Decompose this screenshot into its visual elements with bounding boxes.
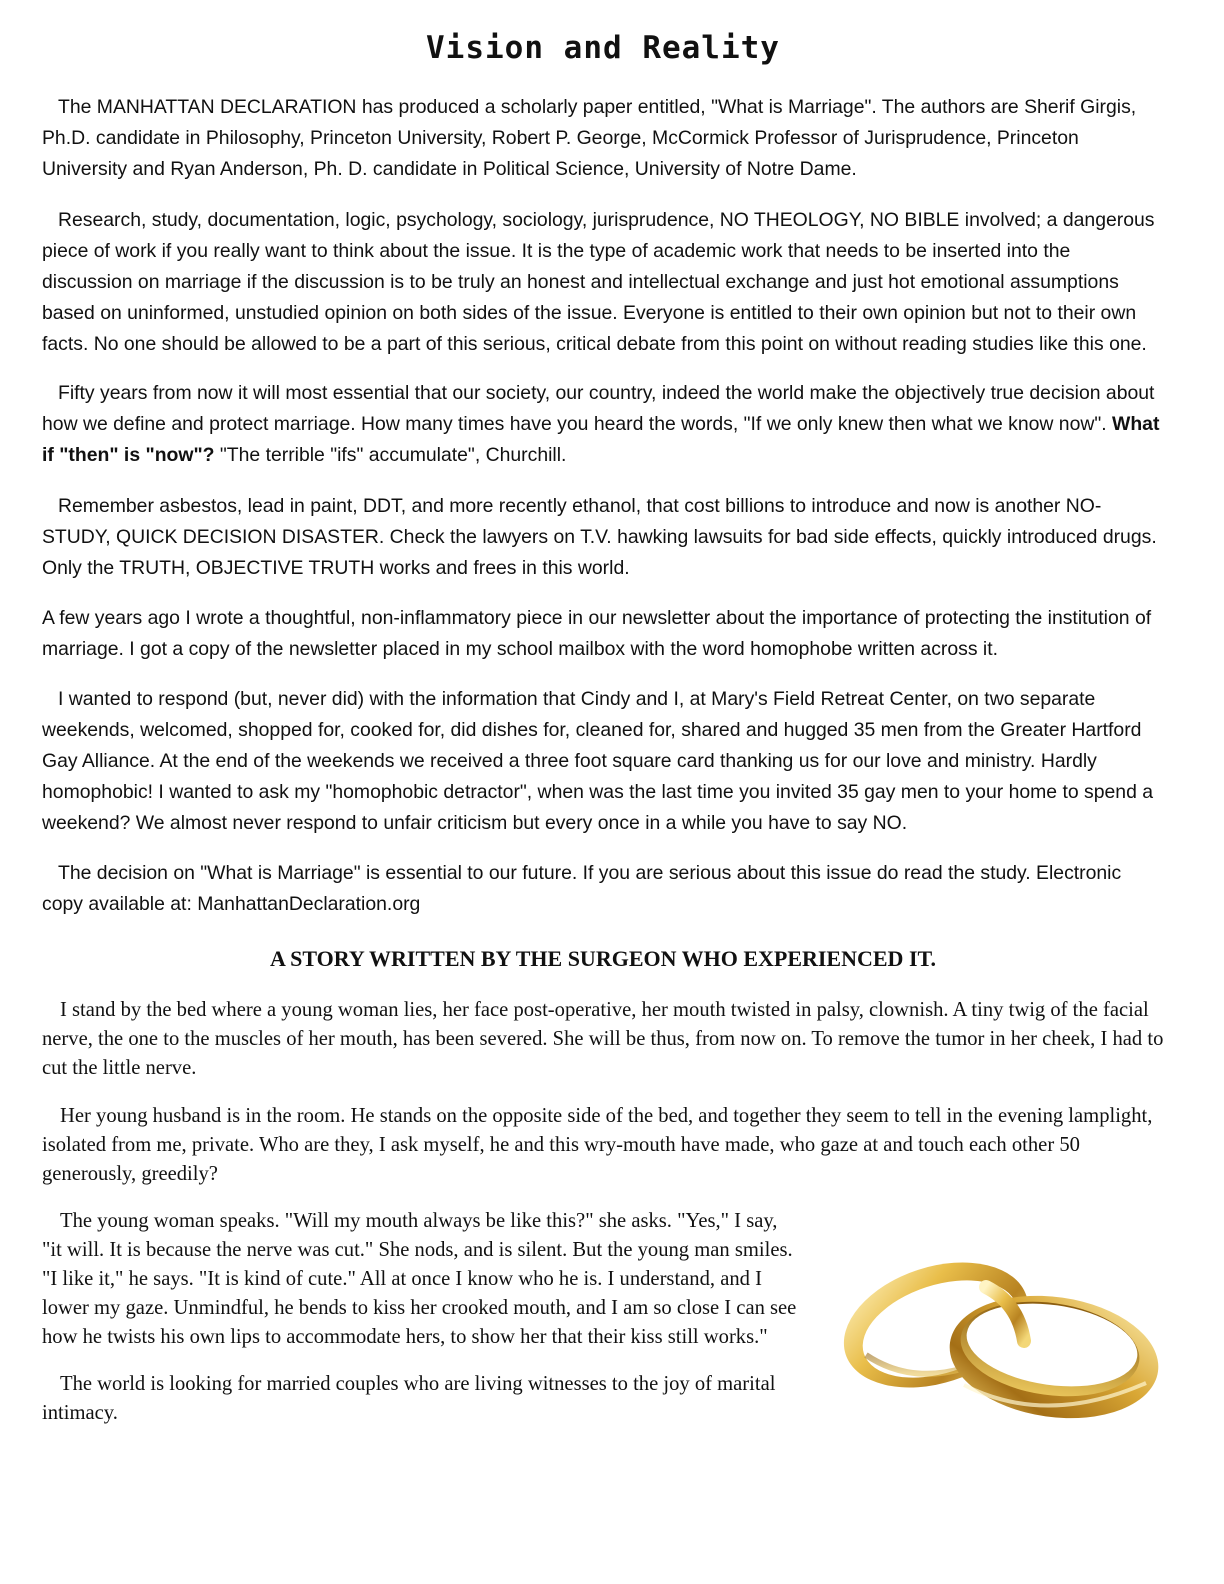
- paragraph-fifty-years: [42, 378, 1164, 471]
- story-heading: A STORY WRITTEN BY THE SURGEON WHO EXPERIENCED IT.: [269, 946, 937, 971]
- paragraph-newsletter: A few years ago I wrote a thoughtful, non-inflammatory piece in our newsletter about the importance of protecting the institution of marriage. I got a copy of the newsletter placed in my school mailbox with the word homophobe written across it.: [42, 607, 1152, 660]
- paragraph-fifty-years-bold: What if "then" is "now"?: [42, 413, 1160, 466]
- paragraph-fifty-years-start: Fifty years from now it will most essential that our society, our country, indeed the world make the objectively true decision about how we define and protect marriage. How many times have you heard the words, "If we only knew then what we know now".: [42, 382, 1155, 435]
- paragraph-decision: The decision on "What is Marriage" is essential to our future. If you are serious about this issue do read the study. Electronic copy available at: ManhattanDeclaration.org: [42, 862, 1122, 915]
- paragraph-fifty-years-end: "The terrible "ifs" accumulate", Churchill.: [214, 444, 567, 466]
- story-paragraph-husband: Her young husband is in the room. He stands on the opposite side of the bed, and together they seem to tell in the evening lamplight, isolated from me, private. Who are they, I ask myself, he and this wry-mouth have made, who gaze at and touch each other 50 generously, greedily?: [42, 1105, 1153, 1185]
- wedding-rings-icon: [836, 1245, 1166, 1425]
- paragraph-manhattan-declaration: The MANHATTAN DECLARATION has produced a scholarly paper entitled, "What is Marriage". The authors are Sherif Girgis, Ph.D. candidate in Philosophy, Princeton University, Robert P. George, McCormick Professor of Jurisprudence, Princeton University and Ryan Anderson, Ph. D. candidate in Political Science, University of Notre Dame.: [42, 96, 1137, 180]
- story-paragraph-kiss: The young woman speaks. "Will my mouth always be like this?" she asks. "Yes," I say, "it will. It is because the nerve was cut." She nods, and is silent. But the young man smiles. "I like it," he says. "It is kind of cute." All at once I know who he is. I understand, and I lower my gaze. Unmindful, he bends to kiss her crooked mouth, and I am so close I can see how he twists his own lips to accommodate hers, to show her that their kiss still works.": [42, 1210, 797, 1348]
- page-title: Vision and Reality: [426, 30, 780, 66]
- paragraph-retreat-center: I wanted to respond (but, never did) with the information that Cindy and I, at Mary's Field Retreat Center, on two separate weekends, welcomed, shopped for, cooked for, did dishes for, cleaned for, shared and hugged 35 men from the Greater Hartford Gay Alliance. At the end of the weekends we received a three foot square card thanking us for our love and ministry. Hardly homophobic! I wanted to ask my "homophobic detractor", when was the last time you invited 35 gay men to your home to spend a weekend? We almost never respond to unfair criticism but every once in a while you have to say NO.: [42, 688, 1154, 834]
- story-paragraph-closing: The world is looking for married couples who are living witnesses to the joy of marital intimacy.: [42, 1373, 776, 1424]
- paragraph-asbestos: Remember asbestos, lead in paint, DDT, and more recently ethanol, that cost billions to introduce and now is another NO-STUDY, QUICK DECISION DISASTER. Check the lawyers on T.V. hawking lawsuits for bad side effects, quickly introduced drugs. Only the TRUTH, OBJECTIVE TRUTH works and frees in this world.: [42, 495, 1157, 579]
- document-page: [42, 0, 1164, 1428]
- story-paragraph-bedside: I stand by the bed where a young woman lies, her face post-operative, her mouth twisted in palsy, clownish. A tiny twig of the facial nerve, the one to the muscles of her mouth, has been severed. She will be thus, from now on. To remove the tumor in her cheek, I had to cut the little nerve.: [42, 999, 1164, 1079]
- paragraph-research: Research, study, documentation, logic, psychology, sociology, jurisprudence, NO THEOLOGY, NO BIBLE involved; a dangerous piece of work if you really want to think about the issue. It is the type of academic work that needs to be inserted into the discussion on marriage if the discussion is to be truly an honest and intellectual exchange and just hot emotional assumptions based on uninformed, unstudied opinion on both sides of the issue. Everyone is entitled to their own opinion but not to their own facts. No one should be allowed to be a part of this serious, critical debate from this point on without reading studies like this one.: [42, 209, 1155, 355]
